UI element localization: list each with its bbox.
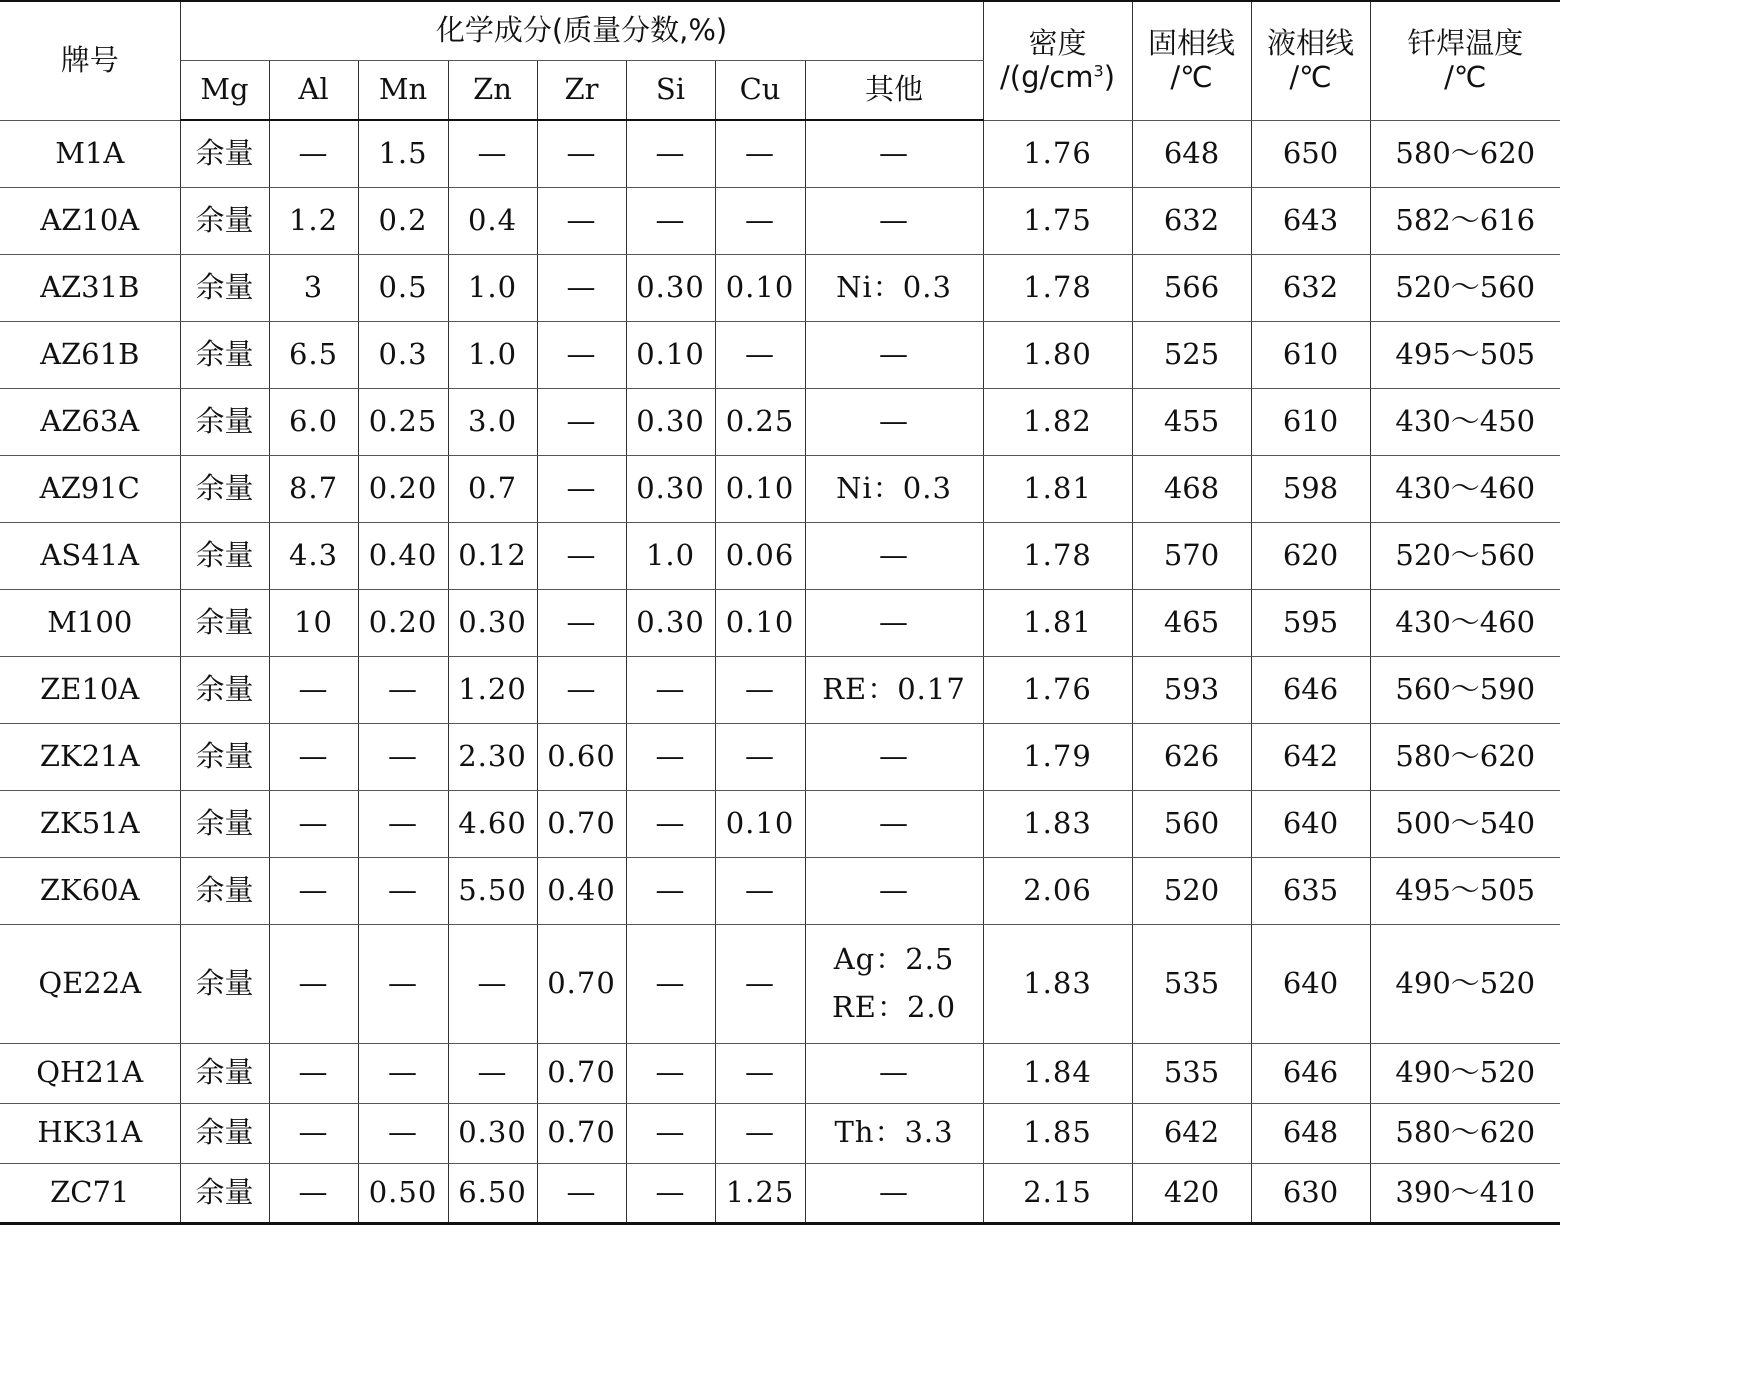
table-row <box>0 321 1560 388</box>
cell-grade: M1A <box>0 120 180 187</box>
cell-zn: 2.30 <box>448 723 537 790</box>
cell-liquidus: 595 <box>1251 589 1370 656</box>
cell-zr: — <box>537 656 626 723</box>
table-row <box>0 522 1560 589</box>
cell-grade: AZ91C <box>0 455 180 522</box>
cell-liquidus: 632 <box>1251 254 1370 321</box>
cell-liquidus: 630 <box>1251 1163 1370 1223</box>
cell-grade: AZ63A <box>0 388 180 455</box>
cell-other <box>805 455 983 522</box>
cell-si: — <box>626 790 715 857</box>
table-row <box>0 187 1560 254</box>
cell-mg: 余量 <box>180 1163 269 1223</box>
cell-solidus: 626 <box>1132 723 1251 790</box>
cell-al: — <box>269 1163 358 1223</box>
header-element-cu: Cu <box>715 61 805 121</box>
cell-zn: 0.4 <box>448 187 537 254</box>
header-element-mg: Mg <box>180 61 269 121</box>
cell-al: 4.3 <box>269 522 358 589</box>
cell-liquidus: 643 <box>1251 187 1370 254</box>
cell-al: 10 <box>269 589 358 656</box>
cell-al: — <box>269 723 358 790</box>
cell-mn: — <box>358 1103 448 1163</box>
header-density-title: 密度 <box>1028 26 1087 61</box>
cell-si: — <box>626 1163 715 1223</box>
cell-zr: 0.70 <box>537 924 626 1043</box>
cell-al: — <box>269 924 358 1043</box>
header-liquidus-unit: /℃ <box>1289 59 1332 94</box>
cell-density: 1.76 <box>983 120 1132 187</box>
cell-other <box>805 254 983 321</box>
cell-mg: 余量 <box>180 857 269 924</box>
cell-zn: — <box>448 1043 537 1103</box>
cell-brazing-temperature: 430～450 <box>1370 388 1560 455</box>
cell-solidus: 535 <box>1132 924 1251 1043</box>
cell-zr: — <box>537 321 626 388</box>
cell-mg: 余量 <box>180 790 269 857</box>
cell-si: 0.30 <box>626 589 715 656</box>
cell-zn: — <box>448 924 537 1043</box>
cell-si: — <box>626 723 715 790</box>
cell-si: — <box>626 1043 715 1103</box>
table-row <box>0 1043 1560 1103</box>
table-row <box>0 254 1560 321</box>
cell-density: 1.82 <box>983 388 1132 455</box>
cell-density: 1.75 <box>983 187 1132 254</box>
header-element-zr: Zr <box>537 61 626 121</box>
header-element-al: Al <box>269 61 358 121</box>
cell-other <box>805 1043 983 1103</box>
cell-brazing-temperature: 430～460 <box>1370 589 1560 656</box>
cell-other <box>805 321 983 388</box>
cell-zr: 0.70 <box>537 790 626 857</box>
cell-other-line: — <box>879 336 910 371</box>
cell-zn: 0.7 <box>448 455 537 522</box>
cell-other-line: — <box>879 805 910 840</box>
cell-zr: 0.70 <box>537 1043 626 1103</box>
cell-mg: 余量 <box>180 187 269 254</box>
cell-si: — <box>626 656 715 723</box>
cell-liquidus: 620 <box>1251 522 1370 589</box>
header-element-other: 其他 <box>805 61 983 121</box>
cell-other-line: RE：0.17 <box>822 671 966 706</box>
cell-zn: 1.0 <box>448 254 537 321</box>
cell-si: 1.0 <box>626 522 715 589</box>
cell-density: 1.79 <box>983 723 1132 790</box>
cell-other-line: — <box>879 136 910 171</box>
cell-liquidus: 646 <box>1251 656 1370 723</box>
cell-grade: AZ31B <box>0 254 180 321</box>
cell-liquidus: 640 <box>1251 924 1370 1043</box>
cell-mn: — <box>358 1043 448 1103</box>
cell-liquidus: 610 <box>1251 321 1370 388</box>
cell-mg: 余量 <box>180 455 269 522</box>
cell-mg: 余量 <box>180 1103 269 1163</box>
cell-solidus: 420 <box>1132 1163 1251 1223</box>
cell-other-line: RE：2.0 <box>831 989 957 1024</box>
table-body <box>0 120 1560 1223</box>
cell-si: 0.30 <box>626 455 715 522</box>
cell-solidus: 648 <box>1132 120 1251 187</box>
cell-mn: — <box>358 924 448 1043</box>
cell-liquidus: 648 <box>1251 1103 1370 1163</box>
cell-al: 1.2 <box>269 187 358 254</box>
cell-zn: 0.30 <box>448 1103 537 1163</box>
cell-solidus: 632 <box>1132 187 1251 254</box>
cell-zr: 0.40 <box>537 857 626 924</box>
cell-other <box>805 723 983 790</box>
cell-al: 6.0 <box>269 388 358 455</box>
cell-other <box>805 857 983 924</box>
cell-zn: 1.20 <box>448 656 537 723</box>
header-grade: 牌号 <box>0 1 180 120</box>
cell-density: 1.76 <box>983 656 1132 723</box>
cell-density: 1.81 <box>983 455 1132 522</box>
cell-brazing-temperature: 520～560 <box>1370 254 1560 321</box>
cell-other <box>805 589 983 656</box>
cell-liquidus: 598 <box>1251 455 1370 522</box>
cell-cu: — <box>715 723 805 790</box>
cell-mg: 余量 <box>180 656 269 723</box>
cell-cu: 0.06 <box>715 522 805 589</box>
cell-brazing-temperature: 495～505 <box>1370 857 1560 924</box>
cell-other <box>805 1163 983 1223</box>
table-row <box>0 790 1560 857</box>
cell-other <box>805 522 983 589</box>
header-density <box>983 1 1132 120</box>
cell-density: 1.78 <box>983 522 1132 589</box>
cell-density: 1.80 <box>983 321 1132 388</box>
cell-cu: — <box>715 656 805 723</box>
cell-mg: 余量 <box>180 254 269 321</box>
header-solidus-title: 固相线 <box>1148 26 1236 61</box>
header-element-zn: Zn <box>448 61 537 121</box>
cell-grade: AS41A <box>0 522 180 589</box>
cell-mn: 0.20 <box>358 455 448 522</box>
cell-mn: 0.50 <box>358 1163 448 1223</box>
cell-zn: 5.50 <box>448 857 537 924</box>
cell-mn: 0.25 <box>358 388 448 455</box>
cell-liquidus: 646 <box>1251 1043 1370 1103</box>
cell-other <box>805 120 983 187</box>
cell-mg: 余量 <box>180 120 269 187</box>
cell-solidus: 560 <box>1132 790 1251 857</box>
cell-cu: 0.10 <box>715 790 805 857</box>
header-solidus <box>1132 1 1251 120</box>
cell-al: — <box>269 790 358 857</box>
cell-cu: — <box>715 120 805 187</box>
cell-mn: 0.3 <box>358 321 448 388</box>
cell-mn: 0.5 <box>358 254 448 321</box>
cell-other-line: Ni：0.3 <box>836 269 952 304</box>
cell-grade: QE22A <box>0 924 180 1043</box>
cell-zr: — <box>537 388 626 455</box>
cell-al: 8.7 <box>269 455 358 522</box>
cell-mg: 余量 <box>180 723 269 790</box>
table-row <box>0 857 1560 924</box>
cell-al: — <box>269 656 358 723</box>
cell-solidus: 570 <box>1132 522 1251 589</box>
cell-density: 2.06 <box>983 857 1132 924</box>
cell-brazing-temperature: 490～520 <box>1370 1043 1560 1103</box>
cell-other-line: — <box>879 403 910 438</box>
cell-density: 1.81 <box>983 589 1132 656</box>
header-density-unit: $/(g/cm^3)$ <box>1000 59 1116 94</box>
table-row <box>0 723 1560 790</box>
cell-brazing-temperature: 520～560 <box>1370 522 1560 589</box>
cell-cu: 0.10 <box>715 254 805 321</box>
cell-mn: — <box>358 857 448 924</box>
cell-cu: 0.10 <box>715 455 805 522</box>
cell-al: — <box>269 1043 358 1103</box>
cell-mn: 0.2 <box>358 187 448 254</box>
header-brazing-unit: /℃ <box>1444 59 1487 94</box>
cell-brazing-temperature: 495～505 <box>1370 321 1560 388</box>
cell-other-line: — <box>879 1055 910 1090</box>
cell-cu: 0.10 <box>715 589 805 656</box>
cell-zr: — <box>537 1163 626 1223</box>
cell-liquidus: 610 <box>1251 388 1370 455</box>
header-composition: 化学成分(质量分数,%) <box>180 1 983 61</box>
cell-brazing-temperature: 582～616 <box>1370 187 1560 254</box>
cell-al: 3 <box>269 254 358 321</box>
cell-solidus: 566 <box>1132 254 1251 321</box>
cell-zr: — <box>537 120 626 187</box>
cell-cu: — <box>715 924 805 1043</box>
cell-density: 1.85 <box>983 1103 1132 1163</box>
cell-brazing-temperature: 580～620 <box>1370 723 1560 790</box>
cell-density: 1.83 <box>983 790 1132 857</box>
cell-mn: 0.20 <box>358 589 448 656</box>
cell-cu: — <box>715 187 805 254</box>
cell-si: — <box>626 187 715 254</box>
cell-solidus: 525 <box>1132 321 1251 388</box>
cell-liquidus: 642 <box>1251 723 1370 790</box>
cell-si: — <box>626 120 715 187</box>
cell-grade: ZK51A <box>0 790 180 857</box>
cell-density: 1.78 <box>983 254 1132 321</box>
cell-zr: — <box>537 187 626 254</box>
cell-other-line: Ag：2.5 <box>833 942 955 977</box>
table-row <box>0 388 1560 455</box>
cell-other <box>805 924 983 1043</box>
cell-al: — <box>269 857 358 924</box>
cell-zr: 0.60 <box>537 723 626 790</box>
header-solidus-unit: /℃ <box>1170 59 1213 94</box>
cell-mg: 余量 <box>180 522 269 589</box>
cell-cu: — <box>715 1043 805 1103</box>
cell-brazing-temperature: 490～520 <box>1370 924 1560 1043</box>
cell-zn: 0.12 <box>448 522 537 589</box>
cell-cu: 0.25 <box>715 388 805 455</box>
cell-mn: — <box>358 723 448 790</box>
cell-density: 1.84 <box>983 1043 1132 1103</box>
cell-solidus: 465 <box>1132 589 1251 656</box>
table-row <box>0 656 1560 723</box>
cell-other <box>805 656 983 723</box>
cell-zn: — <box>448 120 537 187</box>
cell-zr: — <box>537 254 626 321</box>
cell-zn: 1.0 <box>448 321 537 388</box>
cell-other-line: Th：3.3 <box>834 1115 954 1150</box>
cell-other <box>805 187 983 254</box>
cell-mg: 余量 <box>180 1043 269 1103</box>
cell-si: 0.30 <box>626 254 715 321</box>
table-row <box>0 455 1560 522</box>
cell-other-line: — <box>879 738 910 773</box>
table-row <box>0 1163 1560 1223</box>
cell-grade: HK31A <box>0 1103 180 1163</box>
cell-zr: 0.70 <box>537 1103 626 1163</box>
header-brazing-title: 钎焊温度 <box>1407 26 1524 61</box>
cell-solidus: 535 <box>1132 1043 1251 1103</box>
table-row <box>0 1103 1560 1163</box>
header-element-mn: Mn <box>358 61 448 121</box>
cell-al: 6.5 <box>269 321 358 388</box>
cell-other-line: — <box>879 604 910 639</box>
cell-liquidus: 650 <box>1251 120 1370 187</box>
cell-other-line: — <box>879 1174 910 1209</box>
cell-solidus: 455 <box>1132 388 1251 455</box>
cell-mg: 余量 <box>180 388 269 455</box>
cell-mn: — <box>358 656 448 723</box>
cell-grade: ZK60A <box>0 857 180 924</box>
cell-zn: 0.30 <box>448 589 537 656</box>
cell-grade: ZC71 <box>0 1163 180 1223</box>
cell-grade: ZK21A <box>0 723 180 790</box>
cell-other <box>805 388 983 455</box>
cell-other-line: — <box>879 872 910 907</box>
cell-other-line: Ni：0.3 <box>836 470 952 505</box>
cell-other-line: — <box>879 202 910 237</box>
table-row <box>0 924 1560 1043</box>
cell-grade: AZ10A <box>0 187 180 254</box>
cell-cu: — <box>715 1103 805 1163</box>
cell-mg: 余量 <box>180 924 269 1043</box>
header-brazing-temperature <box>1370 1 1560 120</box>
cell-other <box>805 1103 983 1163</box>
header-liquidus <box>1251 1 1370 120</box>
cell-mn: 1.5 <box>358 120 448 187</box>
table-row <box>0 589 1560 656</box>
cell-density: 2.15 <box>983 1163 1132 1223</box>
cell-solidus: 642 <box>1132 1103 1251 1163</box>
cell-mg: 余量 <box>180 589 269 656</box>
cell-si: 0.30 <box>626 388 715 455</box>
cell-mn: — <box>358 790 448 857</box>
cell-zn: 4.60 <box>448 790 537 857</box>
cell-cu: 1.25 <box>715 1163 805 1223</box>
cell-si: — <box>626 924 715 1043</box>
cell-brazing-temperature: 560～590 <box>1370 656 1560 723</box>
cell-brazing-temperature: 500～540 <box>1370 790 1560 857</box>
cell-si: — <box>626 1103 715 1163</box>
cell-grade: QH21A <box>0 1043 180 1103</box>
cell-density: 1.83 <box>983 924 1132 1043</box>
header-liquidus-title: 液相线 <box>1267 26 1355 61</box>
cell-grade: AZ61B <box>0 321 180 388</box>
cell-brazing-temperature: 580～620 <box>1370 120 1560 187</box>
cell-cu: — <box>715 857 805 924</box>
cell-brazing-temperature: 390～410 <box>1370 1163 1560 1223</box>
cell-mg: 余量 <box>180 321 269 388</box>
cell-zr: — <box>537 455 626 522</box>
cell-zr: — <box>537 522 626 589</box>
cell-solidus: 593 <box>1132 656 1251 723</box>
cell-cu: — <box>715 321 805 388</box>
cell-other <box>805 790 983 857</box>
cell-si: 0.10 <box>626 321 715 388</box>
cell-brazing-temperature: 430～460 <box>1370 455 1560 522</box>
cell-other-line: — <box>879 537 910 572</box>
header-element-si: Si <box>626 61 715 121</box>
cell-zr: — <box>537 589 626 656</box>
cell-si: — <box>626 857 715 924</box>
cell-liquidus: 635 <box>1251 857 1370 924</box>
cell-liquidus: 640 <box>1251 790 1370 857</box>
cell-solidus: 468 <box>1132 455 1251 522</box>
cell-grade: M100 <box>0 589 180 656</box>
cell-al: — <box>269 1103 358 1163</box>
cell-mn: 0.40 <box>358 522 448 589</box>
cell-zn: 6.50 <box>448 1163 537 1223</box>
table-row <box>0 120 1560 187</box>
cell-grade: ZE10A <box>0 656 180 723</box>
cell-brazing-temperature: 580～620 <box>1370 1103 1560 1163</box>
cell-zn: 3.0 <box>448 388 537 455</box>
cell-al: — <box>269 120 358 187</box>
cell-solidus: 520 <box>1132 857 1251 924</box>
